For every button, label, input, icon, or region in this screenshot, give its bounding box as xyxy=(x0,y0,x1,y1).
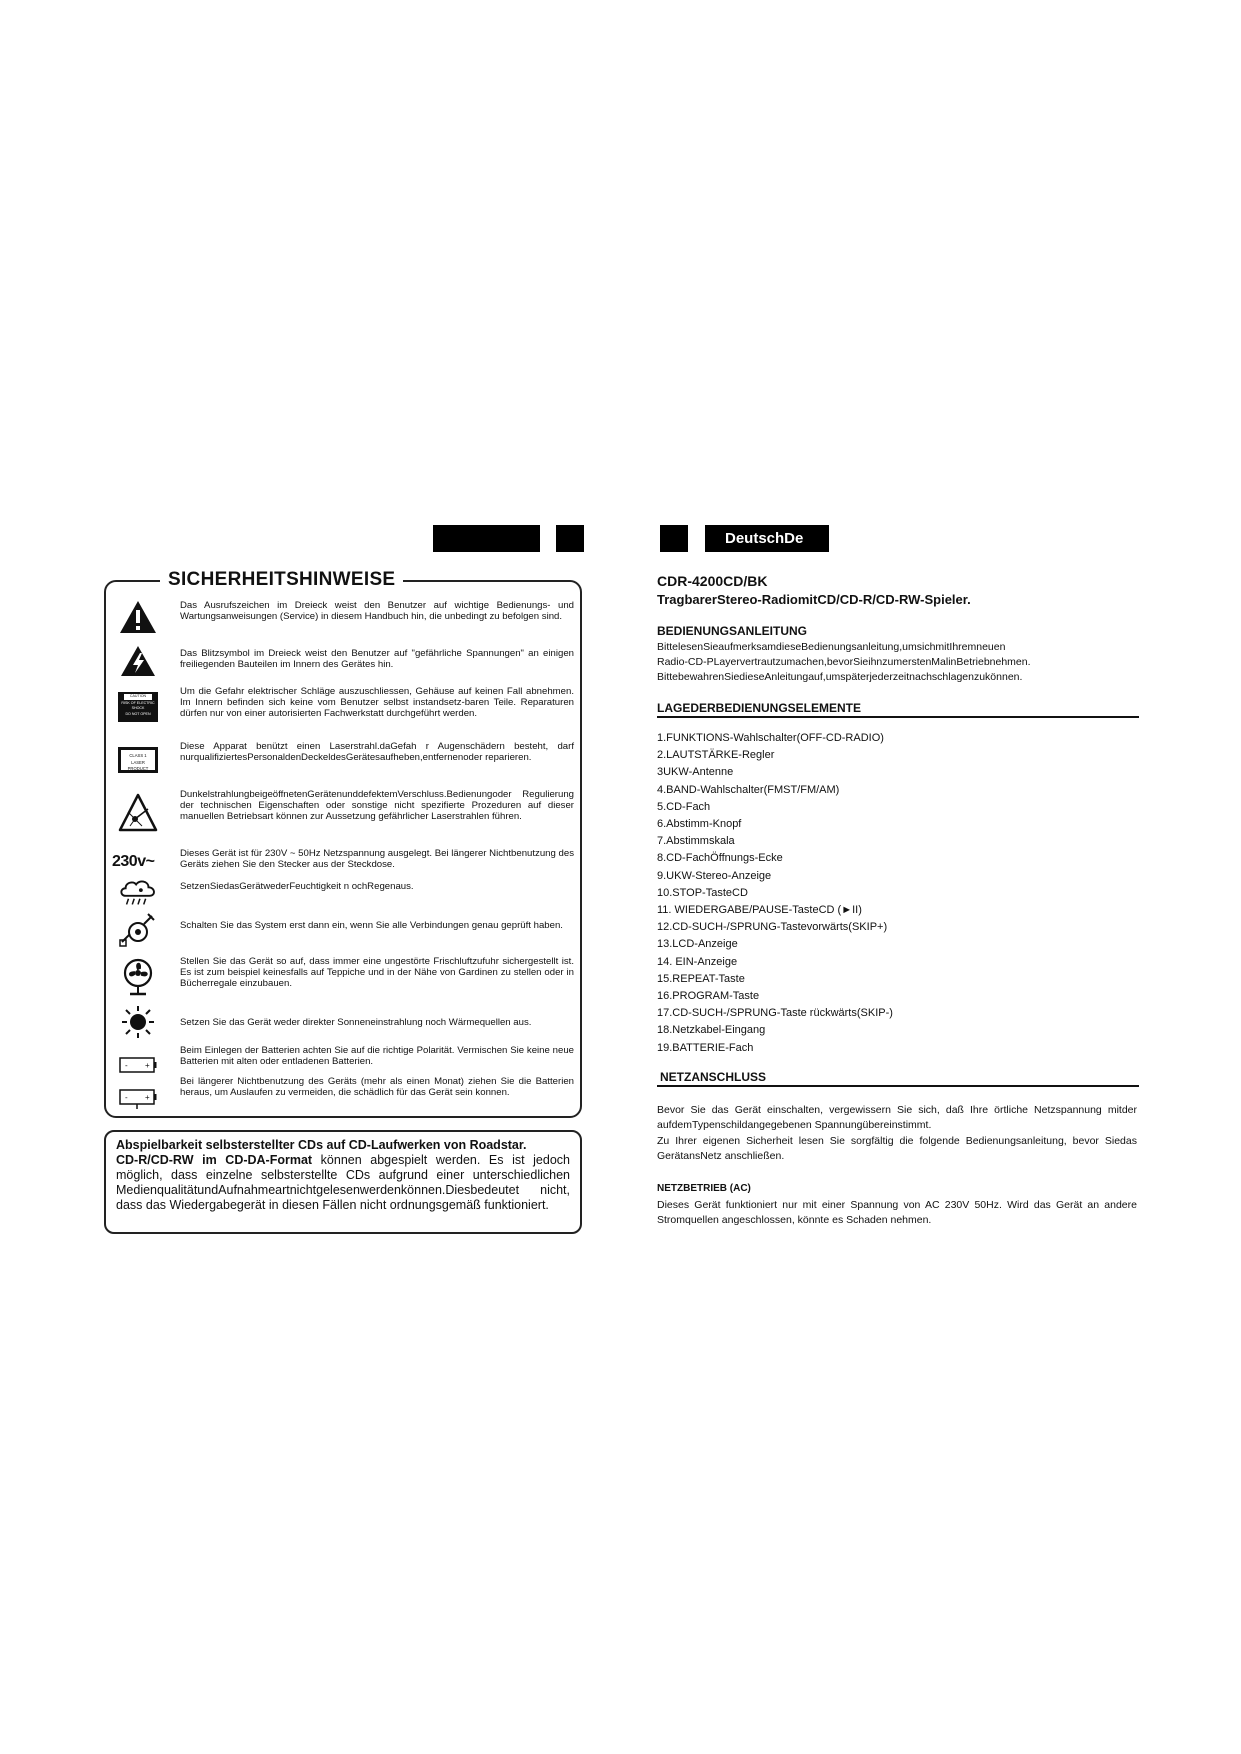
sun-icon xyxy=(118,1005,158,1039)
controls-divider xyxy=(657,716,1139,718)
warning-triangle-icon xyxy=(118,600,158,634)
safety-item xyxy=(112,845,574,875)
caution-label-line: CAUTION xyxy=(124,694,152,700)
manual-line: BittelesenSieaufmerksamdieseBedienungsanleitung,umsichmitIhremneuen xyxy=(657,641,1006,653)
list-item: 10.STOP-TasteCD xyxy=(657,886,748,899)
lightning-triangle-icon xyxy=(118,645,158,677)
list-item: 9.UKW-Stereo-Anzeige xyxy=(657,869,772,882)
language-tab-label: DeutschDe xyxy=(725,530,804,547)
language-tab xyxy=(705,525,829,552)
list-item: 18.Netzkabel-Eingang xyxy=(657,1024,766,1037)
list-item: 1.FUNKTIONS-Wahlschalter(OFF-CD-RADIO) xyxy=(657,732,884,744)
safety-item xyxy=(112,955,574,1001)
safety-item-text: SetzenSiedasGerätwederFeuchtigkeit n ochRegenaus. xyxy=(180,881,414,892)
safety-item xyxy=(112,878,574,908)
safety-item-text: Um die Gefahr elektrischer Schläge auszuschliessen, Gehäuse auf keinen Fall abnehmen. Im Innern befinden sich keine vom Benutzer selbst instandsetz-baren Teile. Reparaturen dürfen nur von einer autorisierten Fachwerkstatt durchgeführt werden. xyxy=(180,686,574,719)
safety-item-text: Das Blitzsymbol im Dreieck weist den Benutzer auf "gefährliche Spannungen" an einigen freiliegenden Bauteilen im Innern des Gerätes hin. xyxy=(180,648,574,670)
safety-item xyxy=(112,912,574,948)
svg-text:+: + xyxy=(145,1061,150,1070)
list-item: 13.LCD-Anzeige xyxy=(657,938,738,951)
plug-connection-icon xyxy=(118,912,158,948)
safety-item-text: Stellen Sie das Gerät so auf, dass immer eine ungestörte Frischluftzufuhr sichergestellt ist. Es ist zum beispiel keinesfalls auf Teppiche und in der Nähe von Gardinen zu stellen oder in Bücherregale einzubauen. xyxy=(180,956,574,989)
mains-paragraph: Zu Ihrer eigenen Sicherheit lesen Sie sorgfältig die folgende Bedienungsanleitung, bevor Siedas GerätansNetz anschließen. xyxy=(657,1135,1137,1162)
safety-item xyxy=(112,600,574,636)
safety-item-text: Das Ausrufszeichen im Dreieck weist den Benutzer auf wichtige Bedienungs- und Wartungsanweisungen (Service) in diesem Handbuch hin, die unbedingt zu befolgen sind. xyxy=(180,600,574,622)
class1-laser-label-icon xyxy=(118,745,158,775)
fan-ventilation-icon xyxy=(118,957,158,997)
cd-notice-heading: Abspielbarkeit selbsterstellter CDs auf CD-Laufwerken von Roadstar. xyxy=(116,1138,527,1152)
svg-text:-: - xyxy=(125,1093,128,1102)
list-item: 4.BAND-Wahlschalter(FMST/FM/AM) xyxy=(657,783,840,796)
battery-polarity-icon xyxy=(118,1055,158,1075)
caution-label-line: DO NOT OPEN xyxy=(125,711,151,716)
list-item: 2.LAUTSTÄRKE-Regler xyxy=(657,749,775,762)
list-item: 16.PROGRAM-Taste xyxy=(657,990,760,1003)
cd-notice-text: können abgespielt werden. Es ist jedoch möglich, dass einzelne selbsterstellte CDs aufgrund einer unterschiedlichen MedienqualitätundAufnahmeartnichtgelesenwerdenkönnen.Diesbedeutet nicht, dass das Wiedergabegerät in diesen Fällen nicht ordnungsgemäß funktioniert. xyxy=(116,1153,570,1212)
safety-item-text: Diese Apparat benützt einen Laserstrahl.daGefah r Augenschädern besteht, darf nurqualifiziertesPersonaldenDeckeldesGerätesaufheben,entfernenoder reparieren. xyxy=(180,741,574,763)
safety-item-text: DunkelstrahlungbeigeöffnetenGerätenunddefektemVerschluss.Bedienungoder Regulierung der technischen Eigenschaften oder sonstige nicht spezifierte Prozeduren auf dieser manuellen Betriebsart können zur Aussetzung gefährlicher Laserstrahlen führen. xyxy=(180,789,574,822)
list-item: 17.CD-SUCH-/SPRUNG-Taste rückwärts(SKIP-) xyxy=(657,1007,893,1020)
mains-divider xyxy=(657,1085,1139,1087)
list-item: 19.BATTERIE-Fach xyxy=(657,1041,754,1054)
manual-intro xyxy=(657,640,1137,685)
cd-compatibility-notice xyxy=(104,1130,582,1234)
manual-line: BittebewahrenSiedieseAnleitungauf,umspäterjederzeitnachschlagenzukönnen. xyxy=(657,671,1023,683)
svg-text:-: - xyxy=(125,1061,128,1070)
list-item: 11. WIEDERGABE/PAUSE-TasteCD (►II) xyxy=(657,904,862,917)
safety-item-text: Dieses Gerät ist für 230V ~ 50Hz Netzspannung ausgelegt. Bei längerer Nichtbenutzung des Geräts ziehen Sie den Stecker aus der Steckdose. xyxy=(180,848,574,870)
ac-paragraph: Dieses Gerät funktioniert nur mit einer Spannung von AC 230V 50Hz. Wird das Gerät an andere Stromquellen angeschlossen, könnte es Schaden nehmen. xyxy=(657,1199,1137,1226)
list-item: 6.Abstimm-Knopf xyxy=(657,818,742,831)
header-bar-left-wide xyxy=(433,525,540,552)
safety-item-text: Setzen Sie das Gerät weder direkter Sonneneinstrahlung noch Wärmequellen aus. xyxy=(180,1017,532,1028)
product-subtitle: TragbarerStereo-RadiomitCD/CD-R/CD-RW-Spieler. xyxy=(657,592,971,607)
svg-text:+: + xyxy=(145,1093,150,1102)
list-item: 5.CD-Fach xyxy=(657,800,711,813)
safety-item-text: Beim Einlegen der Batterien achten Sie auf die richtige Polarität. Vermischen Sie keine neue Batterien mit alten oder entladenen Batterien. xyxy=(180,1045,574,1067)
laser-radiation-triangle-icon xyxy=(118,792,158,834)
safety-item-text: Bei längerer Nichtbenutzung des Geräts (mehr als einen Monat) ziehen Sie die Batterien heraus, um Auslaufen zu vermeiden, die schädlich für das Gerät sein konnen. xyxy=(180,1076,574,1098)
safety-title: SICHERHEITSHINWEISE xyxy=(160,569,403,591)
laser-label-line: CLASS 1 xyxy=(129,753,147,758)
safety-item xyxy=(112,788,574,838)
list-item: 8.CD-FachÖffnungs-Ecke xyxy=(657,852,783,865)
voltage-230v-icon xyxy=(112,849,166,875)
header-bar-right-square xyxy=(660,525,688,552)
voltage-label: 230v~ xyxy=(112,853,155,870)
model-number: CDR-4200CD/BK xyxy=(657,573,768,589)
cd-notice-format: CD-R/CD-RW im CD-DA-Format xyxy=(116,1153,313,1167)
header-bar-left-square xyxy=(556,525,584,552)
list-item: 3UKW-Antenne xyxy=(657,766,734,779)
ac-heading: NETZBETRIEB (AC) xyxy=(657,1183,751,1194)
safety-item-text: Schalten Sie das System erst dann ein, wenn Sie alle Verbindungen genau geprüft haben. xyxy=(180,920,563,931)
cd-notice-body xyxy=(116,1153,570,1213)
laser-label-line: LASER PRODUCT xyxy=(127,759,149,771)
caution-label-line: RISK OF ELECTRIC xyxy=(121,700,155,705)
rain-cloud-icon xyxy=(118,878,158,908)
list-item: 14. EIN-Anzeige xyxy=(657,955,738,968)
battery-remove-icon xyxy=(118,1087,158,1111)
mains-heading: NETZANSCHLUSS xyxy=(660,1070,767,1084)
mains-paragraph: Bevor Sie das Gerät einschalten, vergewissern Sie sich, daß Ihre örtliche Netzspannung mitder aufdemTypenschildangegebenen Spannungübereinstimmt. xyxy=(657,1104,1137,1131)
safety-item xyxy=(112,1043,574,1077)
list-item: 15.REPEAT-Taste xyxy=(657,972,745,985)
caution-label-line: SHOCK xyxy=(131,706,145,711)
safety-item xyxy=(112,1073,574,1111)
caution-label-icon xyxy=(118,691,158,723)
safety-item xyxy=(112,1005,574,1039)
safety-item xyxy=(112,645,574,679)
list-item: 12.CD-SUCH-/SPRUNG-Tastevorwärts(SKIP+) xyxy=(657,921,888,934)
controls-heading: LAGEDERBEDIENUNGSELEMENTE xyxy=(657,701,862,715)
safety-item xyxy=(112,741,574,781)
list-item: 7.Abstimmskala xyxy=(657,835,735,848)
manual-heading: BEDIENUNGSANLEITUNG xyxy=(657,624,808,638)
safety-item xyxy=(112,685,574,733)
manual-line: Radio-CD-PLayervertrautzumachen,bevorSieihnzumerstenMalinBetriebnehmen. xyxy=(657,656,1031,668)
controls-list xyxy=(657,730,1137,1057)
